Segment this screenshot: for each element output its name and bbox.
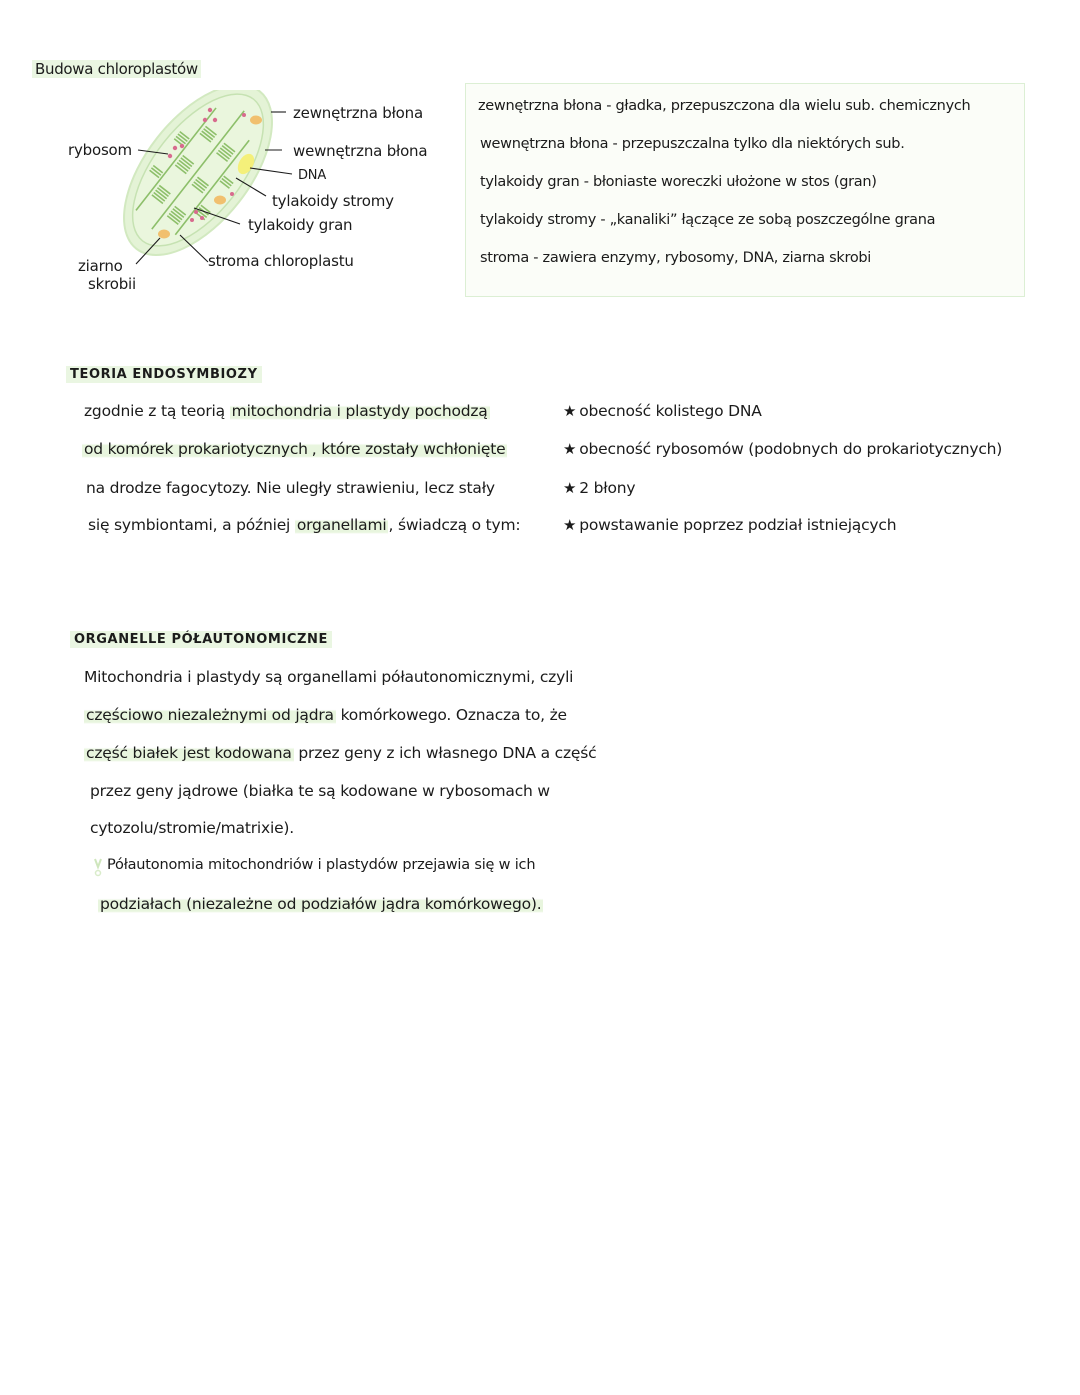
- semiautonomous-line-3: [84, 744, 596, 762]
- highlighted-text: częściowo niezależnymi od jądra: [86, 706, 334, 724]
- evidence-text: obecność kolistego DNA: [579, 402, 762, 420]
- label-stroma-thylakoids: tylakoidy stromy: [272, 192, 394, 210]
- semiautonomous-note-line-1: Półautonomia mitochondriów i plastydów przejawia się w ich: [107, 857, 536, 873]
- label-stroma: stroma chloroplastu: [208, 252, 354, 270]
- semiautonomous-line-2: [84, 706, 567, 724]
- text: przez geny z ich własnego DNA a część: [293, 744, 597, 762]
- label-starch-line1: ziarno: [78, 257, 123, 275]
- highlighted-text: od komórek prokariotycznych: [84, 440, 308, 458]
- definition-outer-membrane: zewnętrzna błona - gładka, przepuszczona dla wielu sub. chemicznych: [478, 98, 971, 114]
- definition-grana-thylakoids: tylakoidy gran - błoniaste woreczki ułożone w stos (gran): [480, 174, 877, 190]
- highlighted-text: mitochondria i plastydy pochodzą: [231, 402, 488, 420]
- endosymbiosis-line-3: na drodze fagocytozy. Nie uległy strawieniu, lecz stały: [86, 479, 495, 497]
- evidence-item: [563, 516, 896, 534]
- label-ribosome: rybosom: [68, 141, 132, 159]
- chloroplast-diagram: [60, 90, 460, 310]
- highlighted-text: podziałach (niezależne od podziałów jądra komórkowego).: [100, 895, 542, 913]
- endosymbiosis-line-4: [88, 516, 520, 534]
- endosymbiosis-heading: TEORIA ENDOSYMBIOZY: [66, 366, 262, 383]
- star-bullet-icon: ★: [563, 479, 577, 497]
- text: się symbiontami, a później: [88, 516, 295, 534]
- endosymbiosis-line-2: [82, 440, 507, 458]
- star-bullet-icon: ★: [563, 440, 577, 458]
- definition-inner-membrane: wewnętrzna błona - przepuszczalna tylko dla niektórych sub.: [480, 136, 905, 152]
- star-bullet-icon: ★: [563, 516, 577, 534]
- evidence-item: [563, 479, 635, 497]
- evidence-text: 2 błony: [579, 479, 636, 497]
- text: komórkowego. Oznacza to, że: [335, 706, 567, 724]
- definition-stroma-thylakoids: tylakoidy stromy - „kanaliki” łączące ze sobą poszczególne grana: [480, 212, 936, 228]
- highlighted-text: organellami: [296, 516, 387, 534]
- highlighted-text: , które zostały wchłonięte: [311, 440, 506, 458]
- label-grana-thylakoids: tylakoidy gran: [248, 216, 353, 234]
- label-outer-membrane: zewnętrzna błona: [293, 104, 423, 122]
- evidence-text: obecność rybosomów (podobnych do prokariotycznych): [579, 440, 1003, 458]
- evidence-text: powstawanie poprzez podział istniejących: [579, 516, 897, 534]
- lightbulb-icon: [93, 857, 103, 883]
- text: zgodnie z tą teorią: [84, 402, 230, 420]
- semiautonomous-line-5: cytozolu/stromie/matrixie).: [90, 819, 295, 837]
- semiautonomous-heading: ORGANELLE PÓŁAUTONOMICZNE: [70, 631, 332, 648]
- label-starch-line2: skrobii: [88, 275, 136, 293]
- evidence-item: [563, 402, 762, 420]
- endosymbiosis-line-1: [84, 402, 490, 420]
- highlighted-text: część białek jest kodowana: [86, 744, 292, 762]
- semiautonomous-line-1: Mitochondria i plastydy są organellami półautonomicznymi, czyli: [84, 668, 574, 686]
- label-inner-membrane: wewnętrzna błona: [293, 142, 428, 160]
- text: , świadczą o tym:: [388, 516, 521, 534]
- definition-stroma: stroma - zawiera enzymy, rybosomy, DNA, ziarna skrobi: [480, 250, 872, 266]
- semiautonomous-line-4: przez geny jądrowe (białka te są kodowane w rybosomach w: [90, 782, 550, 800]
- page-title: Budowa chloroplastów: [32, 60, 201, 78]
- label-dna: DNA: [298, 168, 327, 183]
- semiautonomous-note-line-2: [98, 895, 543, 913]
- star-bullet-icon: ★: [563, 402, 577, 420]
- definitions-box: [465, 83, 1025, 297]
- evidence-item: [563, 440, 1002, 458]
